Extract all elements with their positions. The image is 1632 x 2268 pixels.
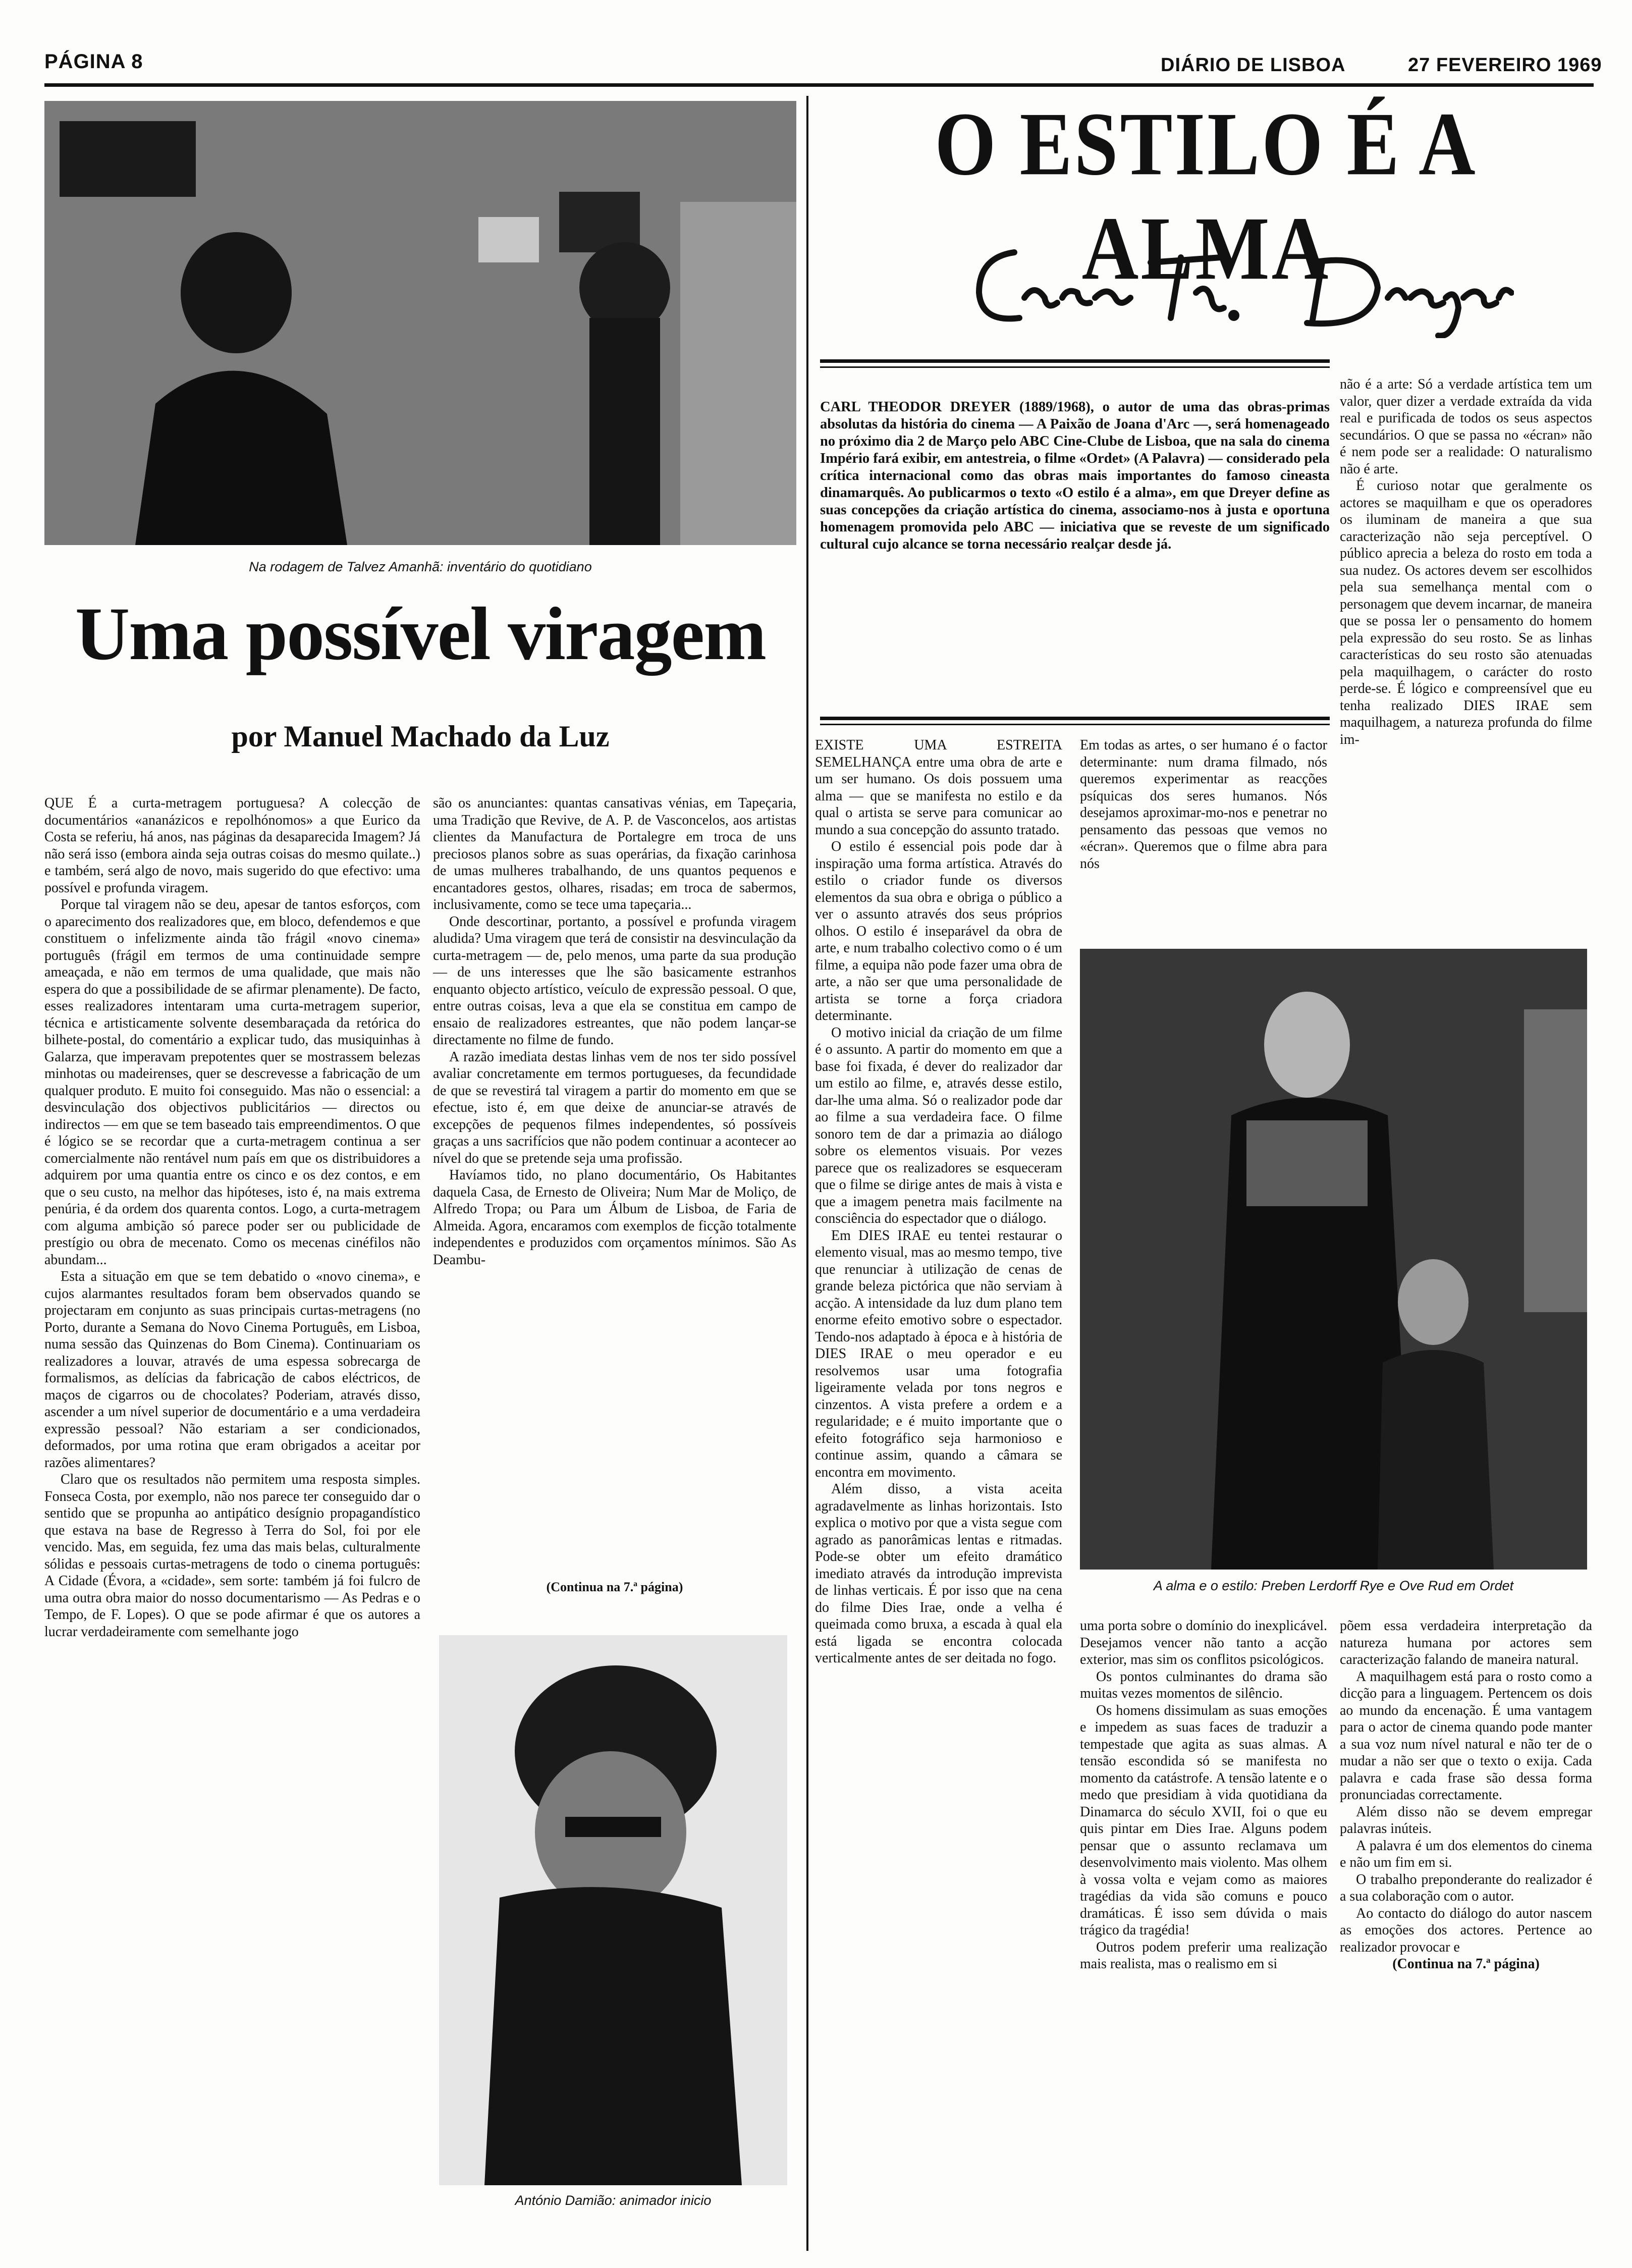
article-title: Uma possível viragem bbox=[75, 592, 766, 676]
paragraph: não é a arte: Só a verdade artística tem um valor, quer dizer a verdade extraída da vida real e purificada de todos os seus aspectos secundários. O que se passa no «écran» não é nem pode ser a realidade: O naturalismo não é arte. bbox=[1340, 376, 1592, 477]
left-column-1 bbox=[44, 795, 420, 2253]
right-column-b-bottom bbox=[1080, 1617, 1327, 2253]
paragraph: Além disso, a vista aceita agradavelmente as linhas horizontais. Isto explica o motivo por que a vista segue com agrado as panorâmicas lentas e ritmadas. Pode-se obter um efeito dramático imediato através da introdução imprevista de linhas verticais. É por isso que na cena do filme Dies Irae, onde a velha é queimada como bruxa, a escada à qual ela está ligada se encontra colocada verticalmente antes de ser deitada no fogo. bbox=[815, 1481, 1062, 1666]
paragraph: Outros podem preferir uma realização mais realista, mas o realismo em si bbox=[1080, 1939, 1327, 1972]
photo-caption-left: Na rodagem de Talvez Amanhã: inventário do quotidiano bbox=[249, 559, 592, 574]
article-intro: CARL THEODOR DREYER (1889/1968), o autor de uma das obras-primas absolutas da história do cinema — A Paixão de Joana d'Arc —, será homenageado no próximo dia 2 de Março pelo ABC Cine-Clube de Lisboa, que na sala do cinema Império fará exibir, em antestreia, o filme «Ordet» (A Palavra) — considerado pela crítica internacional como das obras mais importantes do famoso cineasta dinamarquês. Ao publicarmos o texto «O estilo é a alma», em que Dreyer define as suas concepções da criação artística do cinema, associamo-nos à justa e oportuna homenagem promovida pelo ABC — iniciativa que se reveste de um significado cultural cujo alcance se torna necessário realçar desde já. bbox=[820, 399, 1330, 552]
photo-ordet bbox=[1080, 949, 1587, 1570]
left-column-2 bbox=[433, 795, 796, 1567]
paragraph: Porque tal viragem não se deu, apesar de tantos esforços, com o aparecimento dos realizadores que, em bloco, defendemos e que constituem o infelizmente ainda tão frágil «novo cinema» português (frágil em termos de uma continuidade sempre ameaçada, e não em termos de uma qualidade, que mais não espera do que a possibilidade de se afirmar plenamente). De facto, esses realizadores intentaram uma curta-metragem superior, técnica e artisticamente solvente desembaraçada da retórica do bilhete-postal, do comentário a explicar tudo, das musiquinhas à Galarza, que imperavam prepotentes quer se mostrassem belezas minhotas ou madeirenses, quer se descrevesse a fabricação de um qualquer produto. E muito foi conseguido. Mas não o essencial: a desvinculação dos objectivos publicitários — directos ou indirectos — em que se tem baseado tais empreendimentos. O que é lógico se se recordar que a curta-metragem continua a ser comercialmente não rentável num país em que os distribuidores a adquirem por uma quantia entre os cinco e os dez contos, e em que o seu custo, na melhor das hipóteses, isto é, na mais extrema penúria, é da ordem dos quarenta contos. Logo, a curta-metragem com alguma ambição só parece poder ser ou publicidade de prestígio ou obra de mecenato. Como os mecenas cinéfilos não abundam... bbox=[44, 897, 420, 1268]
photo-caption-ordet: A alma e o estilo: Preben Lerdorff Rye e Ove Rud em Ordet bbox=[1153, 1578, 1514, 1593]
photo-antonio-damiao bbox=[439, 1635, 787, 2185]
intro-rule-bottom-thin bbox=[820, 724, 1330, 725]
continuation-note-left: (Continua na 7.ª página) bbox=[546, 1580, 683, 1594]
paragraph: QUE É a curta-metragem portuguesa? A colecção de documentários «ananázicos e repolhónomos» a que Eurico da Costa se referiu, há anos, nas páginas da desaparecida Imagem? Já não será isso (embora ainda seja outras coisas do mesmo quilate..) e também, será algo de novo, mais sugerido do que efectivo: uma possível e profunda viragem. bbox=[44, 795, 420, 896]
paragraph: põem essa verdadeira interpretação da natureza humana por actores sem caracterização falando de maneira natural. bbox=[1340, 1618, 1592, 1667]
paragraph: O trabalho preponderante do realizador é a sua colaboração com o autor. bbox=[1340, 1871, 1592, 1904]
paragraph: Os pontos culminantes do drama são muitas vezes momentos de silêncio. bbox=[1080, 1668, 1327, 1701]
paragraph: Os homens dissimulam as suas emoções e impedem as suas faces de traduzir a tempestade que agita as suas almas. A tensão escondida só se manifesta no momento da catástrofe. A tensão latente e o medo que presidiam à vida quotidiana da Dinamarca do século XVII, foi o que eu quis pintar em Dies Irae. Alguns podem pensar que o assunto reclamava um desenvolvimento mais violento. Mas olhem à vossa volta e vejam como as maiores tragédias da vida são comuns e pouco dramáticas. É isso sem dúvida o mais trágico da tragédia! bbox=[1080, 1702, 1327, 1938]
paragraph: são os anunciantes: quantas cansativas vénias, em Tapeçaria, uma Tradição que Revive, de A. P. de Vasconcelos, aos artistas clientes da Manufactura de Portalegre em troca de uns preciosos planos sobre as suas operárias, da fixação carinhosa de umas mulheres trabalhando, de uns quantos pequenos e encantadores gestos, olhares, risadas; em troca de sabermos, inclusivamente, como se tece uma tapeçaria... bbox=[433, 795, 796, 912]
paragraph: Em DIES IRAE eu tentei restaurar o elemento visual, mas ao mesmo tempo, tive que renunciar à utilização de cenas de grande beleza pictórica que não serviam à acção. A intensidade da luz dum plano tem enorme efeito emotivo sobre o espectador. Tendo-nos adaptado à época e à história de DIES IRAE o meu operador e eu resolvemos usar uma fotografia ligeiramente velada por tons negros e cinzentos. A vista prefere a ordem e a regularidade; e é muito importante que o efeito fotográfico seja harmonioso e continue assim, quando a câmara se encontra em movimento. bbox=[815, 1227, 1062, 1480]
right-column-c-bottom bbox=[1340, 1617, 1592, 2253]
paragraph: Além disso não se devem empregar palavras inúteis. bbox=[1340, 1804, 1592, 1837]
paragraph: É curioso notar que geralmente os actores se maquilham e que os operadores os iluminam de maneira a que sua caracterização não seja perceptível. O público aprecia a beleza do rosto em toda a sua nudez. Os actores devem ser escolhidos pela sua semelhança mental com o personagem que devem incarnar, de maneira que se possa ler o pensamento do homem pela expressão do seu rosto. Se as linhas características do seu rosto são atenuadas pela maquilhagem, o carácter do rosto perde-se. É lógico e compreensível que eu tenha realizado DIES IRAE sem maquilhagem, a natureza profunda do filme im- bbox=[1340, 478, 1592, 747]
paragraph: A razão imediata destas linhas vem de nos ter sido possível avaliar concretamente em termos portugueses, da fecundidade de que se revestirá tal viragem a partir do momento em que se efectue, isto é, em que deixe de anunciar-se através de excepções de pequenos filmes independentes, só possíveis graças a uns sacrifícios que não podem continuar a acontecer ao nível do que se pretende seja uma profissão. bbox=[433, 1049, 796, 1166]
intro-rule-bottom bbox=[820, 717, 1330, 720]
header-rule bbox=[44, 83, 1594, 87]
paragraph: Ao contacto do diálogo do autor nascem as emoções dos actores. Pertence ao realizador provocar e bbox=[1340, 1905, 1592, 1955]
paragraph: O motivo inicial da criação de um filme é o assunto. A partir do momento em que a base foi fixada, é dever do realizador dar um estilo ao filme, e, através desse estilo, dar-lhe uma alma. Só o realizador pode dar ao filme a sua verdadeira face. O filme sonoro tem de dar a primazia ao diálogo sobre os elementos visuais. Por vezes parece que os realizadores se esqueceram que o filme se dirige antes de mais à vista e que a imagem penetra mais facilmente na consciência do espectador que o diálogo. bbox=[815, 1024, 1062, 1226]
column-divider bbox=[806, 96, 808, 2251]
paragraph: O estilo é essencial pois pode dar à inspiração uma forma artística. Através do estilo o criador funde os diversos elementos da sua obra e obriga o público a ver o assunto através dos seus próprios olhos. O estilo é inseparável da obra de arte, e num trabalho colectivo como o é um filme, a equipa não pode fazer uma obra de arte, a não ser que uma personalidade de artista se torne a força criadora determinante. bbox=[815, 839, 1062, 1023]
paragraph: Havíamos tido, no plano documentário, Os Habitantes daquela Casa, de Ernesto de Oliveira; Num Mar de Moliço, de Alfredo Tropa; ou Para um Álbum de Lisboa, de Faria de Almeida. Agora, encaramos com exemplos de ficção totalmente independentes e produzidos com orçamentos mínimos. São As Deambu- bbox=[433, 1167, 796, 1268]
page-number: PÁGINA 8 bbox=[44, 50, 143, 73]
right-article-title: O ESTILO É A ALMA bbox=[935, 93, 1478, 299]
paragraph: Claro que os resultados não permitem uma resposta simples. Fonseca Costa, por exemplo, não nos parece ter conseguido dar o sentido que se propunha ao antipático desígnio propagandístico que estava na base de Regresso à Terra do Sol, foi por ele vencido. Mas, em seguida, fez uma das mais belas, culturalmente sólidas e pessoais curtas-metragens de todo o cinema português: A Cidade (Évora, a «cidade», sem sorte: também já foi fulcro de uma outra obra maior do nosso documentarismo — As Pedras e o Tempo, de F. Lopes). O que se pode afirmar é que os autores a lucrar verdadeiramente com semelhante jogo bbox=[44, 1472, 420, 1640]
paragraph: Em todas as artes, o ser humano é o factor determinante: num drama filmado, nós queremos experimentar as reacções psíquicas dos seres humanos. Nós desejamos aproximar-mo-nos e penetrar no pensamento das pessoas que vemos no «écran». Queremos que o filme abra para nós bbox=[1080, 737, 1327, 872]
paragraph: A palavra é um dos elementos do cinema e não um fim em si. bbox=[1340, 1838, 1592, 1870]
right-column-c-top bbox=[1340, 376, 1592, 936]
paragraph: EXISTE UMA ESTREITA SEMELHANÇA entre uma obra de arte e um ser humano. Os dois possuem uma alma — que se manifesta no estilo e da qual o artista se serve para comunicar ao mundo a sua concepção do assunto tratado. bbox=[815, 737, 1062, 838]
newspaper-name: DIÁRIO DE LISBOA bbox=[1161, 55, 1346, 76]
article-byline: por Manuel Machado da Luz bbox=[231, 720, 610, 753]
right-column-a bbox=[815, 737, 1062, 2231]
dreyer-signature bbox=[959, 222, 1514, 338]
paragraph: Esta a situação em que se tem debatido o «novo cinema», e cujos alarmantes resultados foram bem observados quando se projectaram em conjunto as suas principais curtas-metragens (no Porto, durante a Semana do Novo Cinema Português, em Lisboa, numa sessão das Quinzenas do Bom Cinema). Continuariam os realizadores a louvar, através de uma espessa sobrecarga de formalismos, as delícias da fabricação de cabos eléctricos, de maços de cigarros ou de chocolates? Poderiam, através disso, ascender a um nível superior de documentário e a uma verdadeira expressão pessoal? Não estariam a ser condicionados, deformados, por uma rotina que eram obrigados a aceitar por razões alimentares? bbox=[44, 1269, 420, 1471]
right-column-b-top bbox=[1080, 737, 1327, 936]
continuation-note-right: (Continua na 7.ª página) bbox=[1392, 1956, 1540, 1972]
paragraph: uma porta sobre o domínio do inexplicável. Desejamos vencer não tanto a acção exterior, mas sim os conflitos psicológicos. bbox=[1080, 1618, 1327, 1667]
photo-talvez-amanha bbox=[44, 101, 796, 545]
intro-rule-top bbox=[820, 359, 1330, 363]
paragraph: Onde descortinar, portanto, a possível e profunda viragem aludida? Uma viragem que terá de consistir na desvinculação da curta-metragem — de, pelo menos, uma parte da sua produção — de uns interesses que lhe são basicamente estranhos enquanto objecto artístico, veículo de expressão pessoal. O que, entre outras coisas, leva a que ela se constitua em campo de ensaio de realizadores estreantes, que não podem lançar-se directamente no filme de fundo. bbox=[433, 913, 796, 1048]
paragraph: A maquilhagem está para o rosto como a dicção para a linguagem. Pertencem os dois ao mundo da encenação. É uma vantagem para o actor de cinema quando pode manter a sua voz num nível natural e não ter de o mudar a não ser que o texto o exija. Cada palavra e cada frase são dessa forma pronunciadas correctamente. bbox=[1340, 1668, 1592, 1803]
issue-date: 27 FEVEREIRO 1969 bbox=[1408, 55, 1602, 76]
intro-rule-top-thin bbox=[820, 366, 1330, 368]
photo-caption-left-2: António Damião: animador inicio bbox=[515, 2193, 712, 2208]
